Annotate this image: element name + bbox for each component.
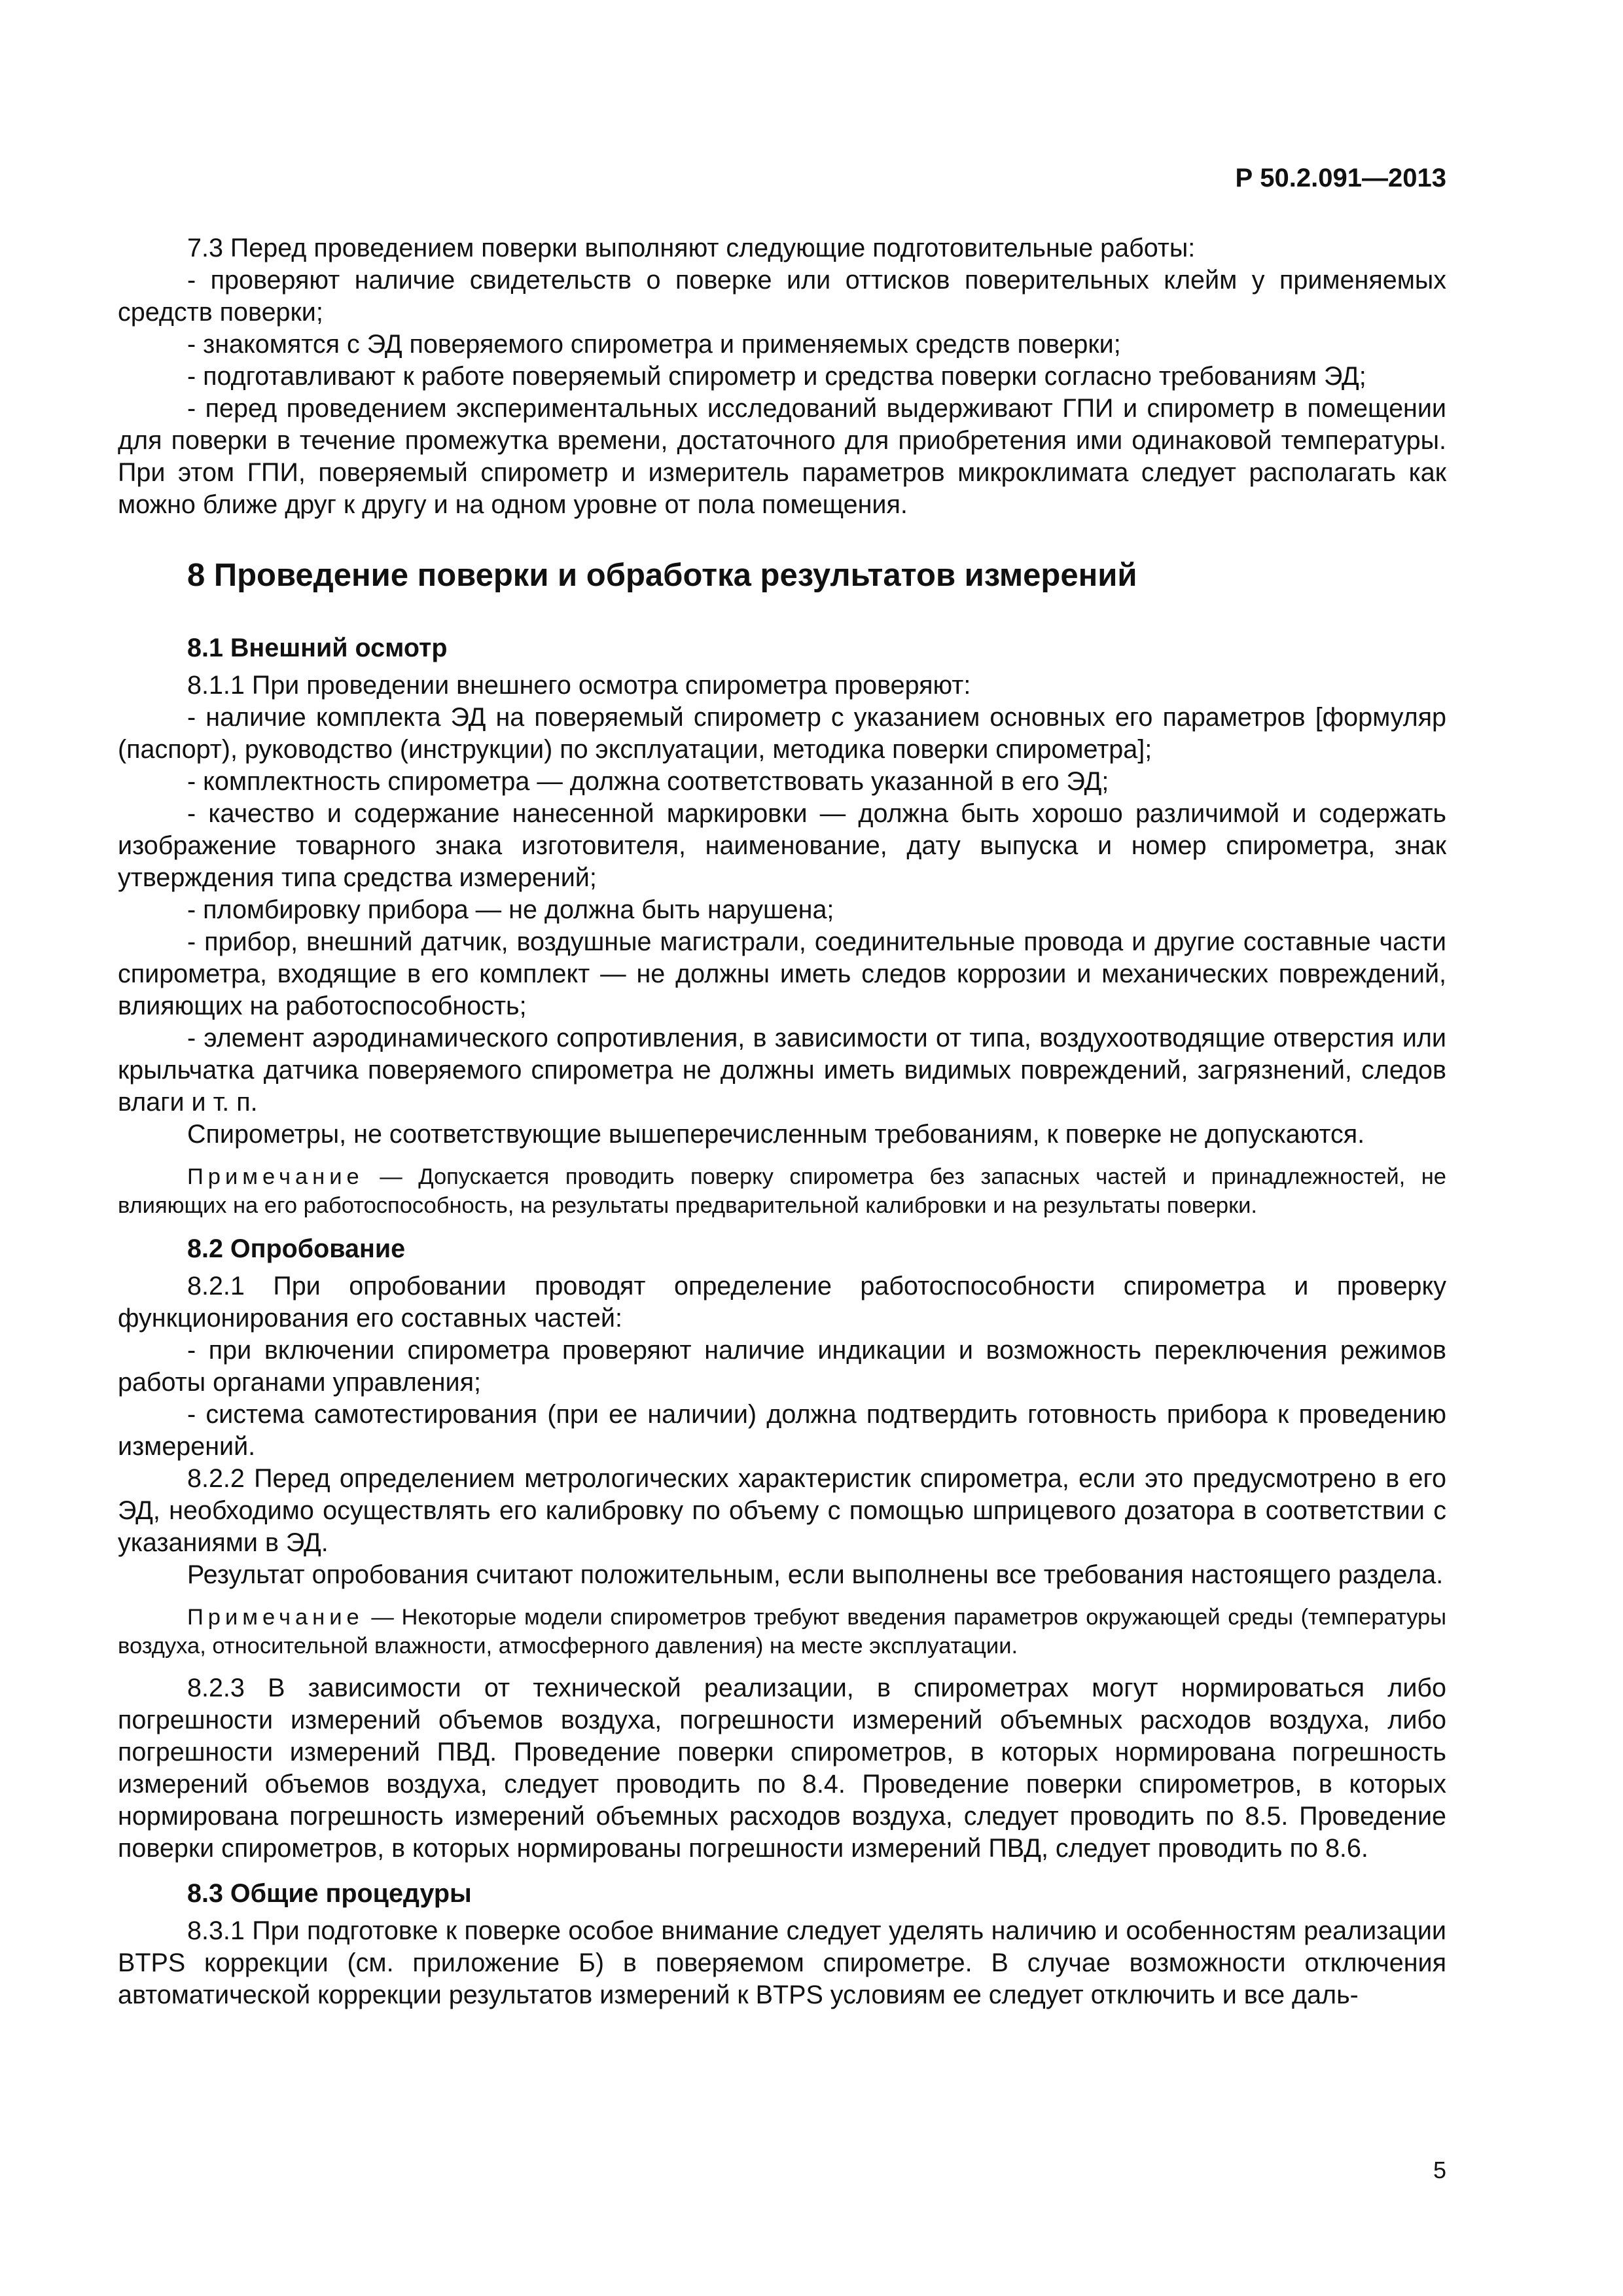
- subsection-8-3-heading: 8.3 Общие процедуры: [187, 1879, 472, 1908]
- document-code: Р 50.2.091—2013: [1235, 164, 1446, 192]
- list-item: - перед проведением экспериментальных исследований выдерживают ГПИ и спирометр в помещении для поверки в течение промежутка времени, достаточного для приобретения ими одинаковой температуры. При этом ГПИ, поверяемый спирометр и измеритель параметров микроклимата следует располагать как можно ближе друг к другу и на одном уровне от пола помещения.: [118, 394, 1446, 519]
- subsection-8-2-heading: 8.2 Опробование: [187, 1234, 406, 1263]
- list-item: - проверяют наличие свидетельств о поверке или оттисков поверительных клейм у применяемых средств поверки;: [118, 266, 1446, 327]
- paragraph-8-2-2: 8.2.2 Перед определением метрологических характеристик спирометра, если это предусмотрено в его ЭД, необходимо осуществлять его калибровку по объему с помощью шприцевого дозатора в соответствии с указаниями в ЭД.: [118, 1464, 1446, 1557]
- section-8-title: 8 Проведение поверки и обработка результатов измерений: [187, 558, 1137, 593]
- note-8-1: [118, 1162, 1446, 1220]
- subsection-8-1-heading: 8.1 Внешний осмотр: [187, 634, 448, 662]
- paragraph-8-2-result: Результат опробования считают положительным, если выполнены все требования настоящего раздела.: [187, 1560, 1444, 1589]
- list-item: - подготавливают к работе поверяемый спирометр и средства поверки согласно требованиям ЭД;: [187, 362, 1366, 391]
- list-item: - пломбировку прибора — не должна быть нарушена;: [187, 895, 834, 924]
- list-item: - система самотестирования (при ее наличии) должна подтвердить готовность прибора к проведению измерений.: [118, 1400, 1446, 1461]
- list-item: - качество и содержание нанесенной маркировки — должна быть хорошо различимой и содержать изображение товарного знака изготовителя, наименование, дату выпуска и номер спирометра, знак утверждения типа средства измерений;: [118, 799, 1446, 892]
- note-text: — Некоторые модели спирометров требуют введения параметров окружающей среды (температуры воздуха, относительной влажности, атмосферного давления) на месте эксплуатации.: [118, 1605, 1446, 1659]
- list-item: - знакомятся с ЭД поверяемого спирометра и применяемых средств поверки;: [187, 330, 1121, 359]
- note-text: — Допускается проводить поверку спирометра без запасных частей и принадлежностей, не влияющих на его работоспособность, на результаты предварительной калибровки и на результаты поверки.: [118, 1164, 1446, 1218]
- list-item: - комплектность спирометра — должна соответствовать указанной в его ЭД;: [187, 767, 1109, 796]
- list-item: - прибор, внешний датчик, воздушные магистрали, соединительные провода и другие составные части спирометра, входящие в его комплект — не должны иметь следов коррозии и механических повреждений, влияющих на работоспособность;: [118, 927, 1446, 1020]
- note-label: Примечание: [187, 1605, 364, 1630]
- paragraph-8-3-1: 8.3.1 При подготовке к поверке особое внимание следует уделять наличию и особенностям реализации BTPS коррекции (см. приложение Б) в поверяемом спирометре. В случае возможности отключения автоматической коррекции результатов измерений к BTPS условиям ее следует отключить и все даль-: [118, 1916, 1446, 2009]
- page-number: 5: [1433, 2157, 1446, 2183]
- paragraph-8-1-conclusion: Спирометры, не соответствующие вышеперечисленным требованиям, к поверке не допускаются.: [187, 1120, 1365, 1149]
- paragraph-8-1-1: 8.1.1 При проведении внешнего осмотра спирометра проверяют:: [187, 671, 971, 700]
- note-label: Примечание: [187, 1164, 364, 1189]
- paragraph-8-2-1: 8.2.1 При опробовании проводят определение работоспособности спирометра и проверку функционирования его составных частей:: [118, 1272, 1446, 1333]
- list-item: - элемент аэродинамического сопротивления, в зависимости от типа, воздухоотводящие отверстия или крыльчатка датчика поверяемого спирометра не должны иметь видимых повреждений, загрязнений, следов влаги и т. п.: [118, 1024, 1446, 1117]
- note-8-2: [118, 1603, 1446, 1660]
- paragraph-8-2-3: 8.2.3 В зависимости от технической реализации, в спирометрах могут нормироваться либо погрешности измерений объемов воздуха, погрешности измерений объемных расходов воздуха, либо погрешности измерений ПВД. Проведение поверки спирометров, в которых нормирована погрешность измерений объемов воздуха, следует проводить по 8.4. Проведение поверки спирометров, в которых нормирована погрешность измерений объемных расходов воздуха, следует проводить по 8.5. Проведение поверки спирометров, в которых нормированы погрешности измерений ПВД, следует проводить по 8.6.: [118, 1674, 1446, 1863]
- list-item: - при включении спирометра проверяют наличие индикации и возможность переключения режимов работы органами управления;: [118, 1336, 1446, 1397]
- paragraph-7-3: 7.3 Перед проведением поверки выполняют следующие подготовительные работы:: [187, 234, 1196, 262]
- list-item: - наличие комплекта ЭД на поверяемый спирометр с указанием основных его параметров [формуляр (паспорт), руководство (инструкции) по эксплуатации, методика поверки спирометра];: [118, 703, 1446, 764]
- page-content: [118, 232, 1446, 2011]
